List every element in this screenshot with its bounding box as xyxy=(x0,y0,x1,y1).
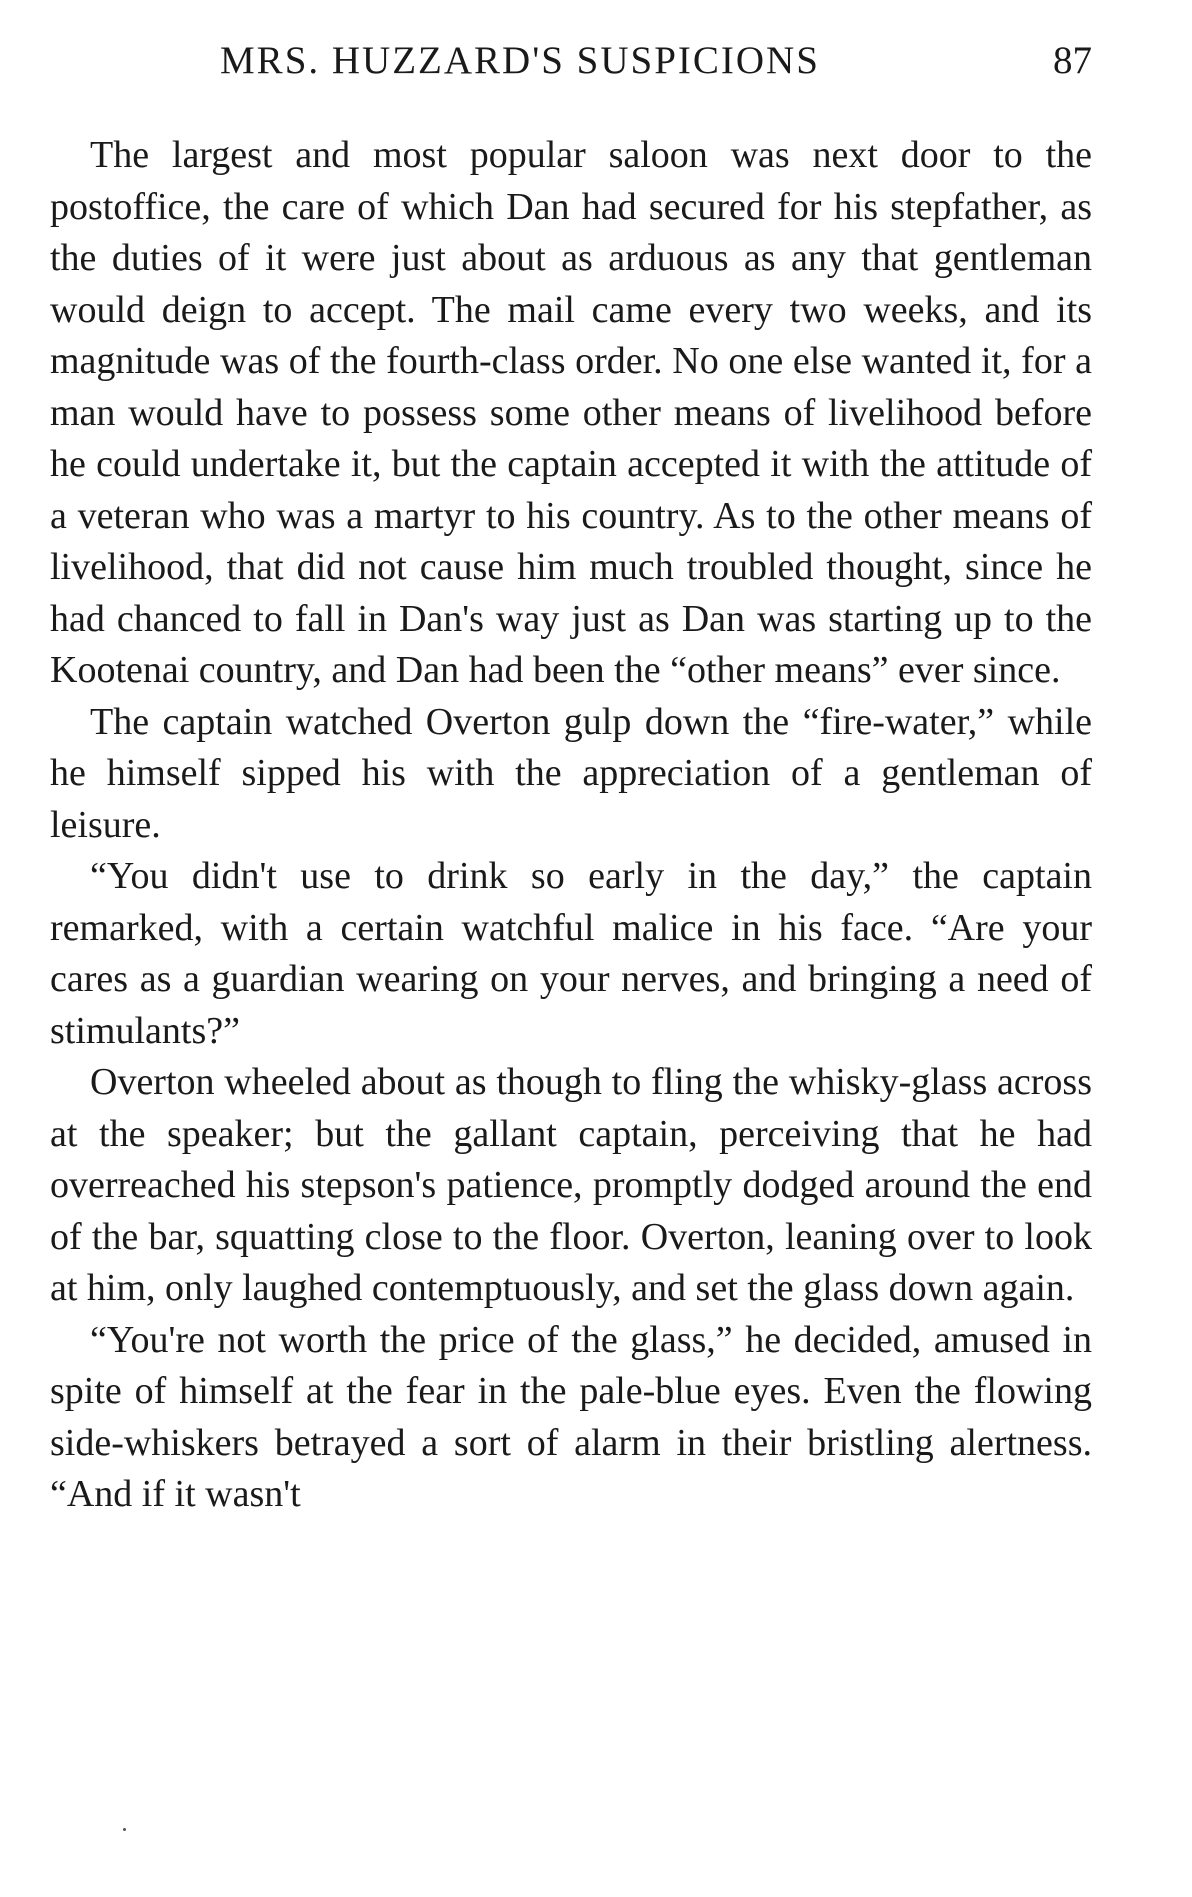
paragraph: The largest and most popular saloon was next door to the postoffice, the care of which Dan had secured for his stepfather, as the duties of it were just about as arduous as any that gentleman would deign to accept. The mail came every two weeks, and its magnitude was of the fourth-class order. No one else wanted it, for a man would have to possess some other means of livelihood before he could undertake it, but the captain accepted it with the attitude of a veteran who was a martyr to his country. As to the other means of livelihood, that did not cause him much troubled thought, since he had chanced to fall in Dan's way just as Dan was starting up to the Kootenai country, and Dan had been the “other means” ever since. xyxy=(50,134,1092,691)
paragraph: “You didn't use to drink so early in the day,” the captain remarked, with a certain watchful malice in his face. “Are your cares as a guardian wearing on your nerves, and bringing a need of stimulants?” xyxy=(50,855,1092,1052)
running-title: MRS. HUZZARD'S SUSPICIONS xyxy=(220,39,820,82)
body-text xyxy=(50,130,1092,1521)
paragraph: Overton wheeled about as though to fling the whisky-glass across at the speaker; but the gallant captain, perceiving that he had overreached his stepson's patience, promptly dodged around the end of the bar, squatting close to the floor. Overton, leaning over to look at him, only laughed contemptuously, and set the glass down again. xyxy=(50,1061,1092,1309)
ink-speck xyxy=(123,1828,126,1831)
paragraph: “You're not worth the price of the glass,” he decided, amused in spite of himself at the fear in the pale-blue eyes. Even the flowing side-whiskers betrayed a sort of alarm in their bristling alertness. “And if it wasn't xyxy=(50,1318,1092,1515)
page-number: 87 xyxy=(1053,39,1092,82)
running-head xyxy=(50,36,1092,86)
paragraph: The captain watched Overton gulp down the “fire-water,” while he himself sipped his with the appreciation of a gentleman of leisure. xyxy=(50,700,1092,846)
